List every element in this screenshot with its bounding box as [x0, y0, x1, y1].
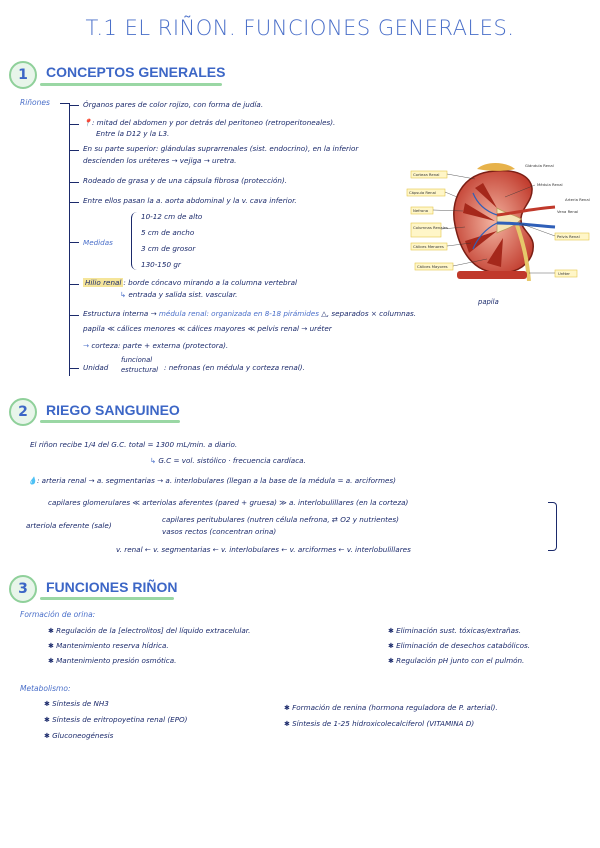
- rinones-label: Riñones: [20, 98, 50, 107]
- diagram-label: Arteria Renal: [565, 197, 590, 202]
- branch-tick: [69, 182, 79, 183]
- line-parte-superior: En su parte superior: glándulas suprarrenales (sist. endocrino), en la inferior: [83, 144, 359, 153]
- bullet-star-icon: ✱: [284, 720, 293, 728]
- section-2-title: RIEGO SANGUINEO: [46, 402, 180, 418]
- kidney-diagram: [405, 163, 600, 281]
- rinones-vertical-line: [69, 103, 70, 376]
- diagram-label: Vena Renal: [557, 209, 579, 214]
- arteriola-eferente-label: arteriola eferente (sale): [26, 521, 112, 530]
- list-item: ✱ Síntesis de NH3: [44, 699, 109, 708]
- adrenal-gland-shape: [477, 163, 515, 171]
- line-papila: papila ≪ cálices menores ≪ cálices mayores ≪ pelvis renal → uréter: [83, 324, 332, 333]
- bullet-star-icon: ✱: [48, 657, 57, 665]
- line-ubicacion: 📍: mitad del abdomen y por detrás del peritoneo (retroperitoneales).: [83, 118, 336, 127]
- diagram-label: Médula Renal: [537, 182, 563, 187]
- diagram-label: Glándula Renal: [525, 163, 554, 168]
- line-gc-formula: ↳ G.C = vol. sistólico · frecuencia cardíaca.: [150, 456, 306, 465]
- branch-tick: [69, 105, 79, 106]
- line-capilares: capilares glomerulares ≪ arteriolas aferentes (pared + gruesa) ≫ a. interlobulillares (en la corteza): [48, 498, 409, 507]
- unidad-label: Unidad: [83, 363, 109, 372]
- section-3-underline: [40, 597, 174, 600]
- line-arteria-renal: 💧: arteria renal → a. segmentarias → a. interlobulares (llegan a la base de la médula = a. arciformes): [28, 476, 396, 485]
- page-title: T.1 EL RIÑON. FUNCIONES GENERALES.: [85, 16, 515, 40]
- branch-tick: [69, 202, 79, 203]
- line-organos: Órganos pares de color rojizo, con forma de judía.: [83, 100, 264, 109]
- section-2-number: 2: [9, 398, 37, 426]
- bullet-star-icon: ✱: [44, 716, 53, 724]
- branch-tick: [69, 315, 79, 316]
- list-item: ✱ Formación de renina (hormona reguladora de P. arterial).: [284, 703, 498, 712]
- diagram-label: Cálices Mayores: [417, 264, 448, 269]
- line-estructura: Estructura interna → médula renal: organizada en 8-18 pirámides △, separados × columnas.: [83, 309, 417, 318]
- line-ureteres: descienden los uréteres → vejiga → uretra.: [83, 156, 237, 165]
- metabolismo-label: Metabolismo:: [20, 684, 71, 693]
- bullet-star-icon: ✱: [284, 704, 293, 712]
- list-item: ✱ Eliminación sust. tóxicas/extrañas.: [388, 626, 522, 635]
- line-vertebras: Entre la D12 y la L3.: [96, 129, 170, 138]
- list-item: ✱ Regulación de la [electrolitos] del líquido extracelular.: [48, 626, 251, 635]
- line-hilio-b: ↳ entrada y salida sist. vascular.: [120, 290, 238, 299]
- list-item: ✱ Síntesis de 1-25 hidroxicolecalciferol (VITAMINA D): [284, 719, 475, 728]
- diagram-label: Columnas Renales: [413, 225, 448, 230]
- medida-alto: 10-12 cm de alto: [141, 212, 203, 221]
- section-3-number: 3: [9, 575, 37, 603]
- section-1-title: CONCEPTOS GENERALES: [46, 64, 226, 80]
- bullet-star-icon: ✱: [388, 627, 397, 635]
- section-2-underline: [40, 420, 180, 423]
- diagram-label: Uréter: [558, 271, 570, 276]
- line-riego-gc: El riñon recibe 1/4 del G.C. total = 1300 mL/min. a diario.: [30, 440, 238, 449]
- branch-tick: [69, 124, 79, 125]
- unidad-nefronas: : nefronas (en médula y corteza renal).: [164, 363, 305, 372]
- blood-drop-icon: 💧: [28, 476, 37, 485]
- medida-ancho: 5 cm de ancho: [141, 228, 195, 237]
- branch-tick: [69, 284, 79, 285]
- list-item: ✱ Mantenimiento presión osmótica.: [48, 656, 177, 665]
- line-venas: v. renal ← v. segmentarias ← v. interlobulares ← v. arciformes ← v. interlobulillares: [116, 545, 411, 554]
- bullet-star-icon: ✱: [48, 627, 57, 635]
- formacion-orina-label: Formación de orina:: [20, 610, 96, 619]
- line-rodeado: Rodeado de grasa y de una cápsula fibrosa (protección).: [83, 176, 288, 185]
- list-item: ✱ Gluconeogénesis: [44, 731, 114, 740]
- bullet-star-icon: ✱: [48, 642, 57, 650]
- triangle-icon: △: [321, 309, 327, 318]
- branch-tick: [69, 150, 79, 151]
- list-item: ✱ Eliminación de desechos catabólicos.: [388, 641, 531, 650]
- line-corteza: → corteza: parte + externa (protectora).: [83, 341, 229, 350]
- hilio-highlight: Hilio renal: [85, 278, 122, 287]
- section-1-number: 1: [9, 61, 37, 89]
- section-1-underline: [40, 83, 222, 86]
- branch-tick: [69, 242, 79, 243]
- list-item: ✱ Mantenimiento reserva hídrica.: [48, 641, 169, 650]
- bullet-star-icon: ✱: [388, 642, 397, 650]
- branch-tick: [69, 368, 79, 369]
- line-entre-ellos: Entre ellos pasan la a. aorta abdominal y la v. cava inferior.: [83, 196, 297, 205]
- medida-grosor: 3 cm de grosor: [141, 244, 196, 253]
- list-item: ✱ Regulación pH junto con el pulmón.: [388, 656, 525, 665]
- diagram-base-shape: [457, 271, 527, 279]
- location-pin-icon: 📍: [83, 118, 92, 127]
- return-arrow-line: [548, 502, 557, 551]
- line-vasos-rectos: vasos rectos (concentran orina): [162, 527, 277, 536]
- diagram-label: Pelvis Renal: [557, 234, 580, 239]
- bullet-star-icon: ✱: [44, 732, 53, 740]
- medidas-brace: [131, 212, 138, 270]
- line-peritubulares: capilares peritubulares (nutren célula nefrona, ⇄ O2 y nutrientes): [162, 515, 399, 524]
- bullet-star-icon: ✱: [388, 657, 397, 665]
- unidad-funcional: funcional: [121, 356, 153, 364]
- line-hilio: Hilio renal : borde cóncavo mirando a la columna vertebral: [85, 278, 297, 287]
- diagram-label: Nefrona: [413, 208, 429, 213]
- diagram-label: Cálices Menores: [413, 244, 444, 249]
- section-3-title: FUNCIONES RIÑON: [46, 579, 178, 595]
- unidad-estructural: estructural: [121, 366, 159, 374]
- diagram-label: Corteza Renal: [413, 172, 440, 177]
- papila-note: papila: [478, 298, 499, 306]
- bullet-star-icon: ✱: [44, 700, 53, 708]
- medidas-label: Medidas: [83, 238, 113, 247]
- diagram-label: Cápsula Renal: [409, 190, 436, 195]
- medida-peso: 130-150 gr: [141, 260, 181, 269]
- list-item: ✱ Síntesis de eritropoyetina renal (EPO): [44, 715, 188, 724]
